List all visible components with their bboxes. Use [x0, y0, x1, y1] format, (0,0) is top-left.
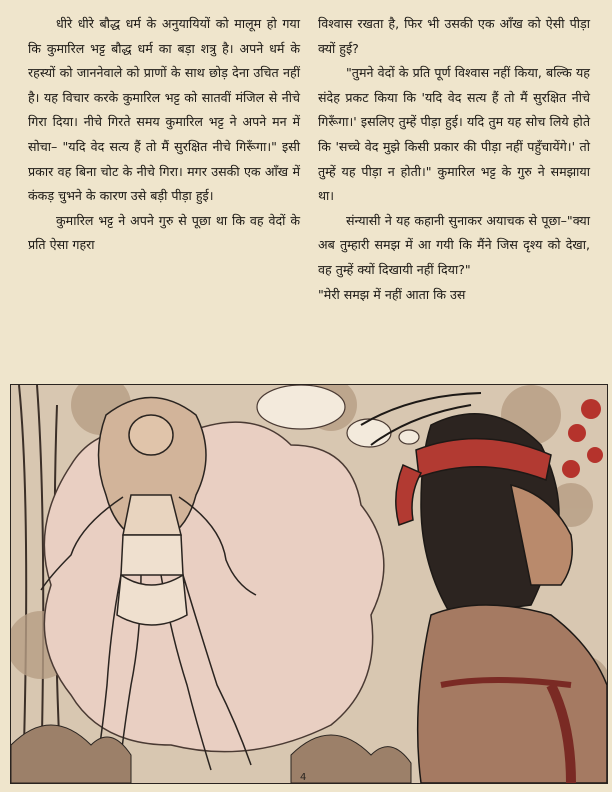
thought-bubble-small — [399, 430, 419, 444]
page-number: 4 — [300, 772, 307, 783]
thought-bubble-large — [257, 385, 345, 429]
left-column — [28, 12, 300, 258]
left-paragraph-2: कुमारिल भट्ट ने अपने गुरु से पूछा था कि वह वेदों के प्रति ऐसा गहरा — [28, 212, 300, 253]
right-column — [318, 12, 590, 307]
right-paragraph-1: विश्वास रखता है, फिर भी उसकी एक आँख को ऐसी पीड़ा क्यों हुई? — [318, 16, 590, 56]
vision-cloud — [44, 422, 384, 752]
story-illustration — [10, 384, 608, 784]
thought-bubble-medium — [347, 419, 391, 447]
right-paragraph-2: "तुमने वेदों के प्रति पूर्ण विश्वास नहीं किया, बल्कि यह संदेह प्रकट किया कि 'यदि वेद सत्य हैं तो मैं सुरक्षित नीचे गिरूँगा।' इसलिए तुम्हें पीड़ा हुई। यदि तुम यह सोच लिये होते कि 'सच्चे वेद मुझे किसी प्रकार की पीड़ा नहीं पहुँचायेंगे।' तो तुम्हें यह पीड़ा न होती।" कुमारिल भट्ट के गुरु ने समझाया था। — [318, 65, 590, 204]
right-paragraph-3: संन्यासी ने यह कहानी सुनाकर अयाचक से पूछा–"क्या अब तुम्हारी समझ में आ गयी कि मैंने जिस दृश्य को देखा, वह तुम्हें क्यों दिखायी नहीं दिया?" — [318, 212, 590, 277]
left-paragraph-1: धीरे धीरे बौद्ध धर्म के अनुयायियों को मालूम हो गया कि कुमारिल भट्ट बौद्ध धर्म का बड़ा शत्रु है। अपने धर्म के रहस्यों को जाननेवाले को प्राणों के साथ छोड़ देना उचित नहीं है। यह विचार करके कुमारिल भट्ट को सातवीं मंजिल से नीचे गिरा दिया। नीचे गिरते समय कुमारिल भट्ट ने अपने मन में सोचा– "यदि वेद सत्य हैं तो मैं सुरक्षित नीचे गिरूँगा।" इसी प्रकार वह बिना चोट के नीचे गिरा। मगर उसकी एक आँख में कंकड़ चुभने के कारण उसे बड़ी पीड़ा हुई। — [28, 16, 300, 204]
right-paragraph-4: "मेरी समझ में नहीं आता कि उस — [318, 286, 466, 302]
story-text — [28, 12, 588, 378]
